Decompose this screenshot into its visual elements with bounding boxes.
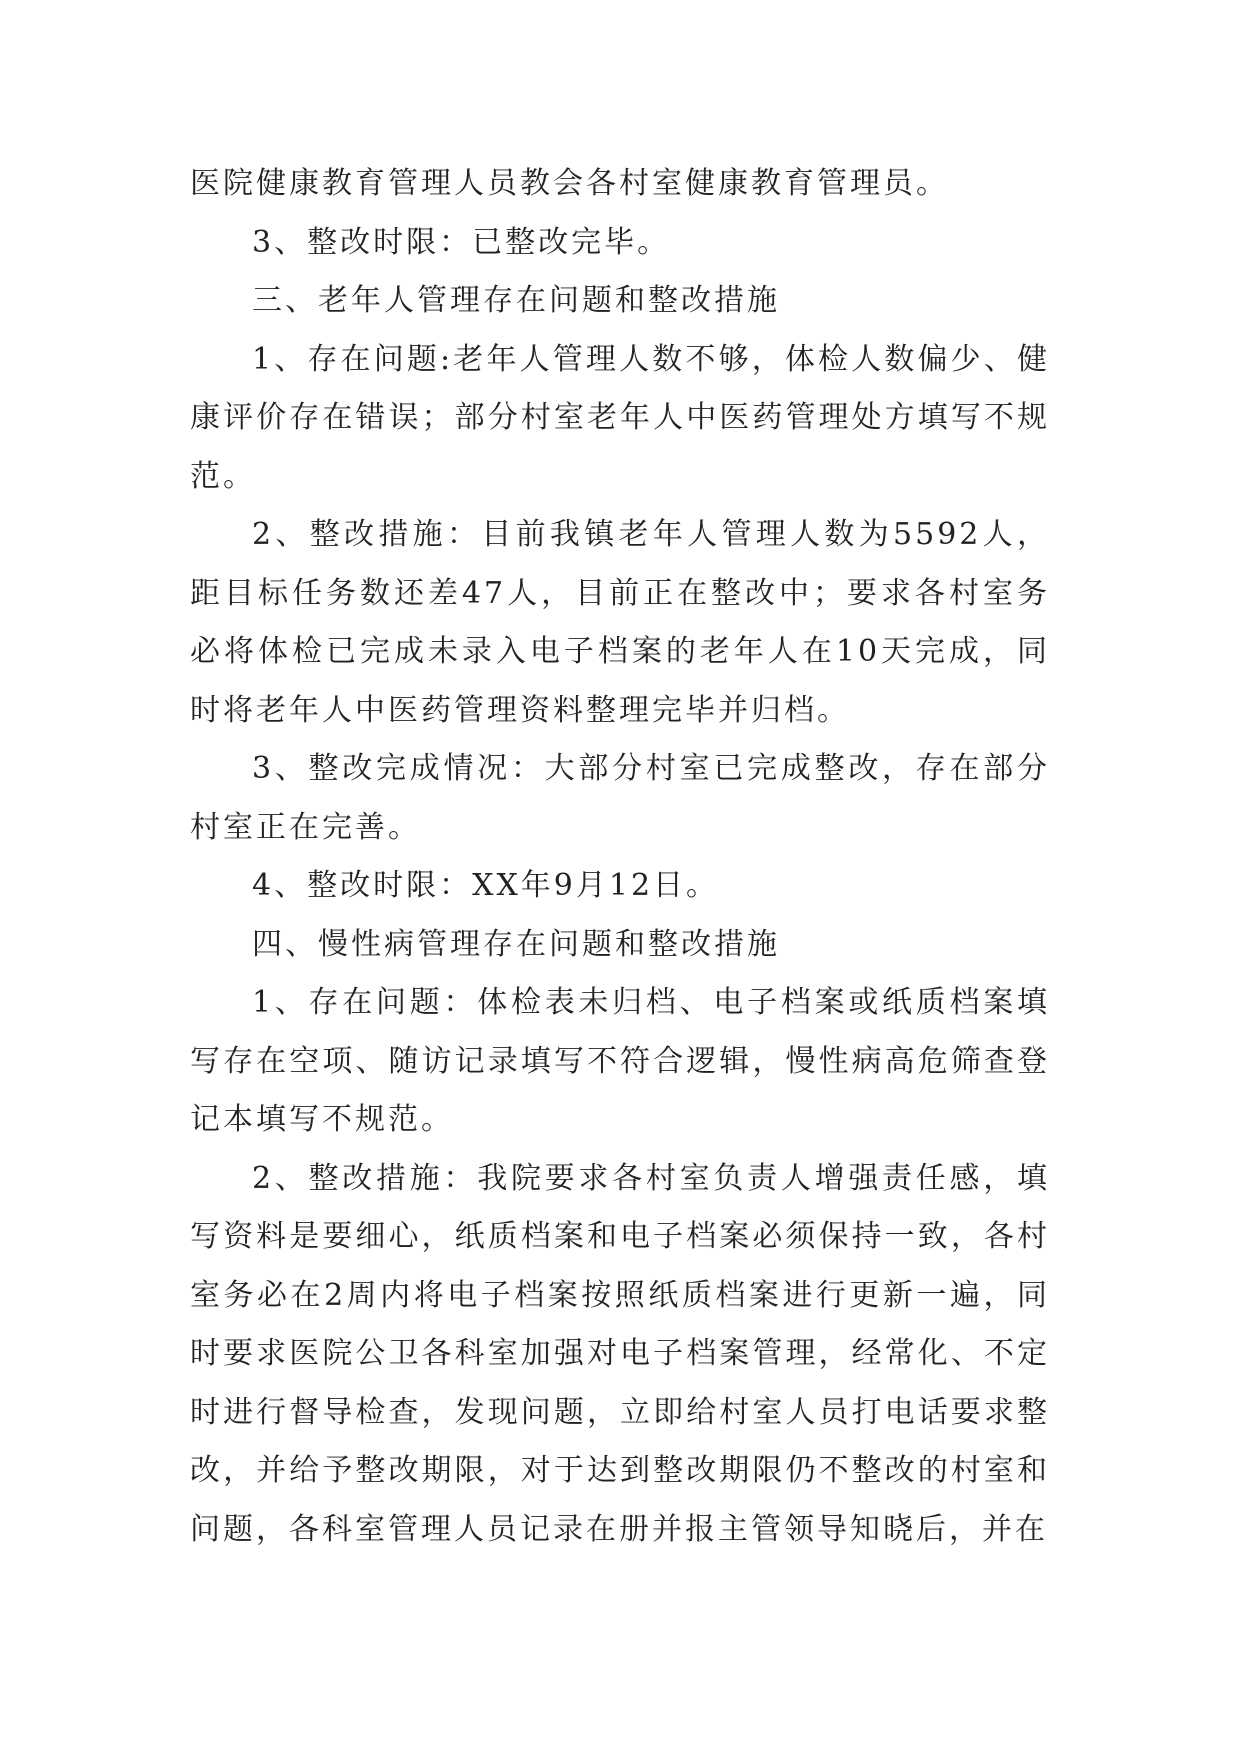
- document-body: [190, 155, 1050, 1559]
- section-heading-elderly: 三、老年人管理存在问题和整改措施: [252, 283, 780, 318]
- paragraph-chronic-measures: 2、整改措施：我院要求各村室负责人增强责任感，填写资料是要细心，纸质档案和电子档案必须保持一致，各村室务必在2周内将电子档案按照纸质档案进行更新一遍，同时要求医院公卫各科室加强对电子档案管理，经常化、不定时进行督导检查，发现问题，立即给村室人员打电话要求整改，并给予整改期限，对于达到整改期限仍不整改的村室和问题，各科室管理人员记录在册并报主管领导知晓后，并在: [190, 1160, 1050, 1547]
- section-heading-chronic: 四、慢性病管理存在问题和整改措施: [252, 926, 780, 962]
- paragraph-elderly-problems: 1、存在问题:老年人管理人数不够，体检人数偏少、健康评价存在错误；部分村室老年人中医药管理处方填写不规范。: [190, 341, 1050, 494]
- paragraph-elderly-measures: 2、整改措施：目前我镇老年人管理人数为5592人，距目标任务数还差47人，目前正在整改中；要求各村室务必将体检已完成未录入电子档案的老年人在10天完成，同时将老年人中医药管理资料整理完毕并归档。: [190, 517, 1050, 728]
- paragraph-deadline-2: 3、整改时限：已整改完毕。: [252, 224, 671, 260]
- paragraph-elderly-deadline: 4、整改时限：XX年9月12日。: [252, 868, 720, 903]
- paragraph-chronic-problems: 1、存在问题：体检表未归档、电子档案或纸质档案填写存在空项、随访记录填写不符合逻辑，慢性病高危筛查登记本填写不规范。: [190, 985, 1050, 1137]
- paragraph-elderly-completion: 3、整改完成情况：大部分村室已完成整改，存在部分村室正在完善。: [190, 751, 1050, 845]
- paragraph-continuation: 医院健康教育管理人员教会各村室健康教育管理员。: [190, 166, 949, 201]
